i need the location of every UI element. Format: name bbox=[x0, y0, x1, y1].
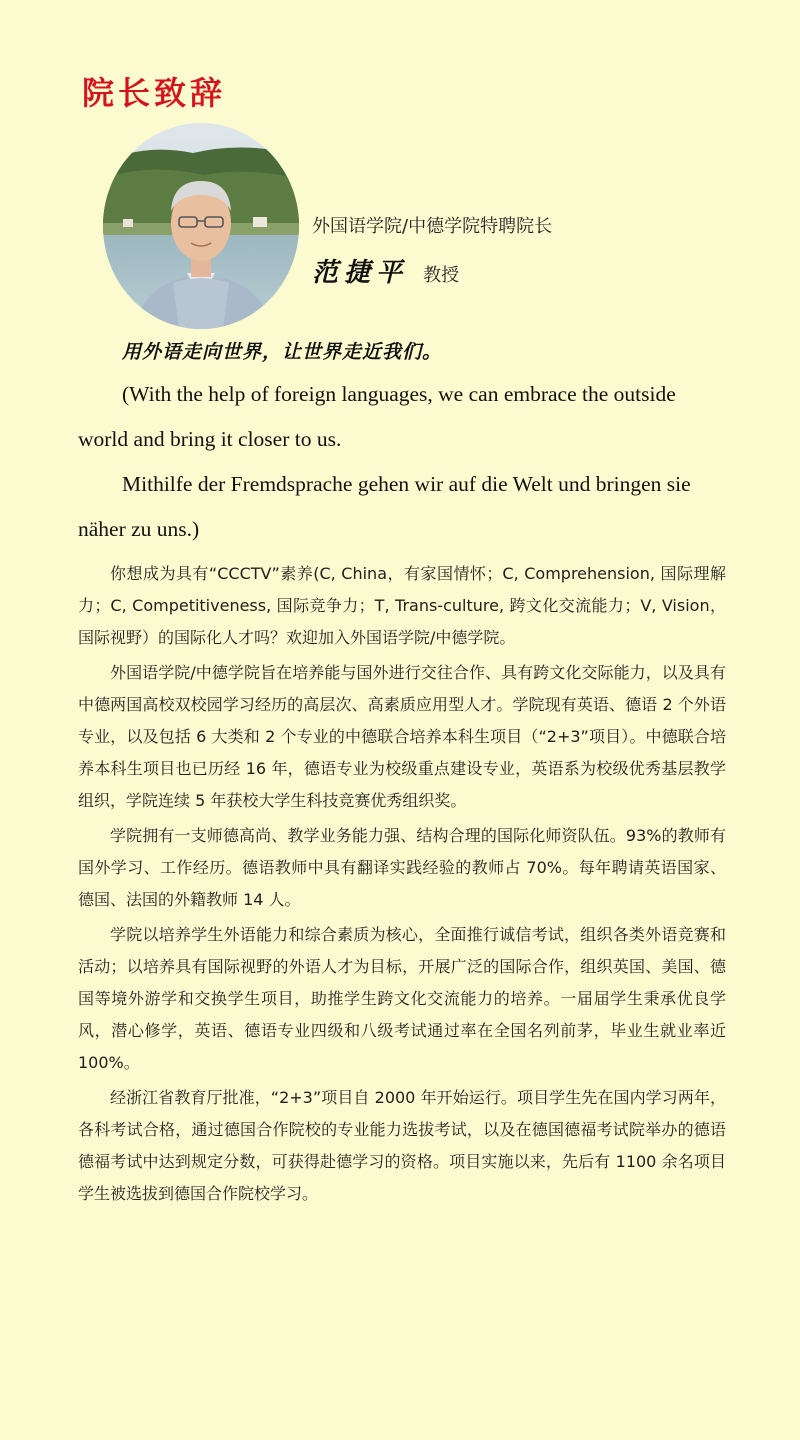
dean-name-row bbox=[312, 252, 459, 289]
paragraph: 外国语学院/中德学院旨在培养能与国外进行交往合作、具有跨文化交际能力，以及具有中德两国高校双校园学习经历的高层次、高素质应用型人才。学院现有英语、德语 2 个外语专业，以及包括 6 大类和 2 个专业的中德联合培养本科生项目（“2+3”项目）。中德联合培养本科生项目也已历经 16 年，德语专业为校级重点建设专业，英语系为校级优秀基层教学组织，学院连续 5 年获校大学生科技竞赛优秀组织奖。 bbox=[78, 663, 726, 810]
paragraph: 经浙江省教育厅批准，“2+3”项目自 2000 年开始运行。项目学生先在国内学习两年，各科考试合格，通过德国合作院校的专业能力选拔考试，以及在德国德福考试院举办的德语德福考试中达到规定分数，可获得赴德学习的资格。项目实施以来，先后有 1100 余名项目学生被选拔到德国合作院校学习。 bbox=[78, 1088, 726, 1203]
paragraph: 你想成为具有“CCCTV”素养(C, China，有家国情怀；C, Comprehension, 国际理解力；C, Competitiveness, 国际竞争力；T, Trans-culture, 跨文化交流能力；V, Vision，国际视野）的国际化人才吗？欢迎加入外国语学院/中德学院。 bbox=[78, 564, 726, 647]
paragraph: 学院以培养学生外语能力和综合素质为核心，全面推行诚信考试，组织各类外语竞赛和活动；以培养具有国际视野的外语人才为目标，开展广泛的国际合作，组织英国、美国、德国等境外游学和交换学生项目，助推学生跨文化交流能力的培养。一届届学生秉承优良学风，潜心修学，英语、德语专业四级和八级考试通过率在全国名列前茅，毕业生就业率近 100%。 bbox=[78, 925, 726, 1072]
dean-name: 范捷平 bbox=[312, 258, 409, 288]
page-title: 院长致辞 bbox=[82, 74, 227, 112]
dean-title: 外国语学院/中德学院特聘院长 bbox=[312, 216, 553, 237]
motto-translations bbox=[78, 372, 728, 552]
motto: 用外语走向世界，让世界走近我们。 bbox=[122, 341, 443, 363]
speech-body bbox=[78, 558, 726, 1213]
dean-portrait bbox=[103, 123, 299, 329]
motto-german: Mithilfe der Fremdsprache gehen wir auf die Welt und bringen sie näher zu uns.) bbox=[78, 472, 691, 541]
paragraph: 学院拥有一支师德高尚、教学业务能力强、结构合理的国际化师资队伍。93%的教师有国外学习、工作经历。德语教师中具有翻译实践经验的教师占 70%。每年聘请英语国家、德国、法国的外籍教师 14 人。 bbox=[78, 826, 726, 909]
motto-english: (With the help of foreign languages, we can embrace the outside world and bring it closer to us. bbox=[78, 382, 676, 451]
dean-rank: 教授 bbox=[423, 265, 460, 286]
